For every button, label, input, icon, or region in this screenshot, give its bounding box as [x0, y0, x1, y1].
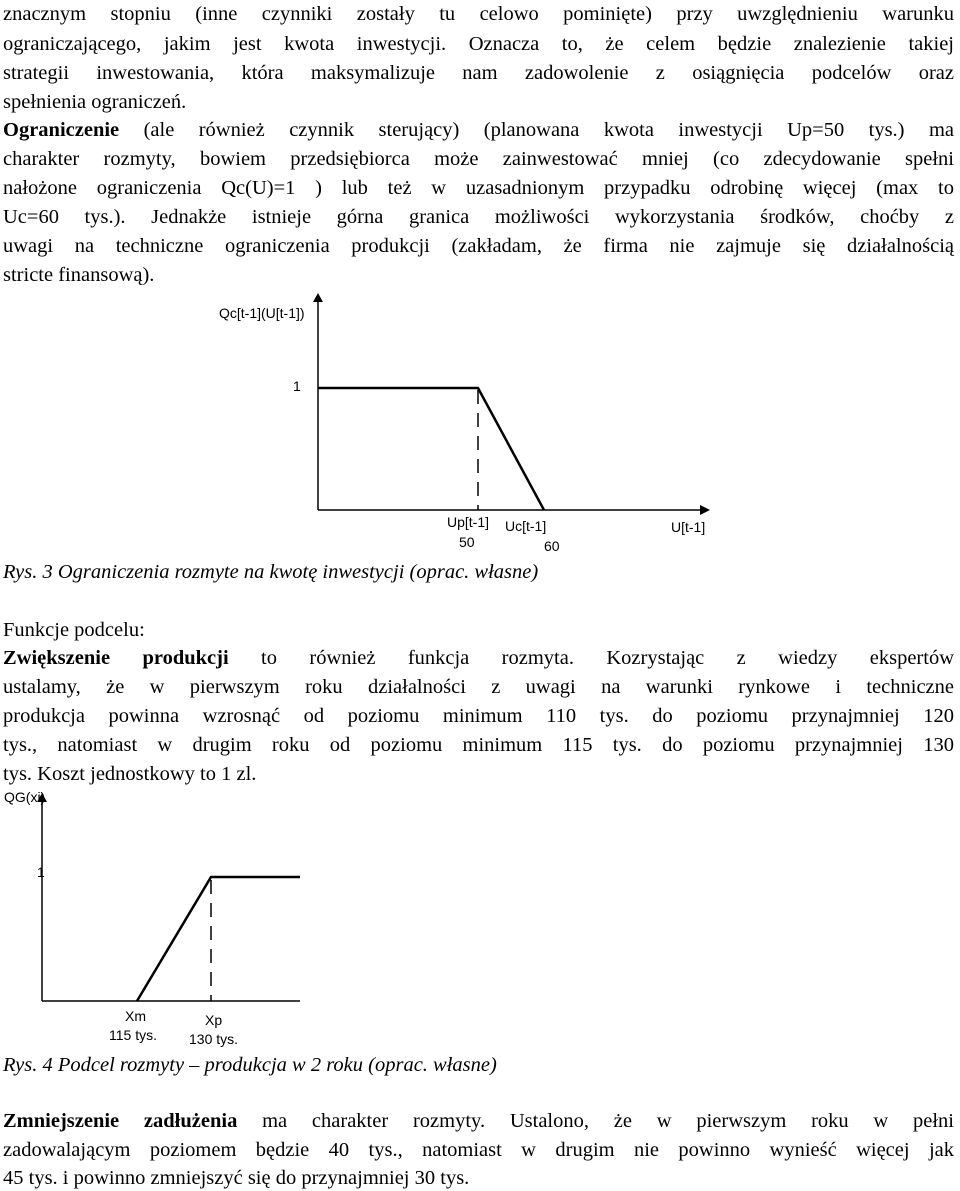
paragraph2-line1-rest: (ale również czynnik sterujący) (planowana kwota inwestycji Up=50 tys.) ma: [119, 119, 954, 141]
figure4-xp-value: 130 tys.: [189, 1031, 239, 1047]
figure4-xp-label: Xp: [205, 1012, 223, 1028]
figure4-y-axis-label: QG(xi): [4, 789, 46, 805]
paragraph1-line4: spełnienia ograniczeń.: [3, 91, 187, 113]
paragraph3-line5: tys. Koszt jednostkowy to 1 zl.: [3, 763, 257, 785]
section-heading: Funkcje podcelu:: [3, 619, 145, 641]
figure3-uc-value: 60: [544, 538, 560, 554]
paragraph2-line3: nałożone ograniczenia Qc(U)=1 ) lub też w uzasadnionym przypadku odrobinę więcej (max to: [3, 177, 954, 199]
figure4-xm-label: Xm: [125, 1008, 146, 1024]
paragraph1-line1: znacznym stopniu (inne czynniki zostały tu celowo pominięte) przy uwzględnieniu warunku: [3, 3, 954, 25]
figure4-caption: [3, 1053, 497, 1077]
paragraph4-line2: zadowalającym poziomem będzie 40 tys., natomiast w drugim nie powinno wynieść więcej jak: [3, 1139, 954, 1161]
figure4-membership-curve: [137, 877, 300, 1001]
figure3-caption-number: Rys. 3: [3, 561, 53, 583]
paragraph1-line2: ograniczającego, jakim jest kwota inwestycji. Oznacza to, że celem będzie znalezienie takiej: [3, 33, 954, 55]
paragraph3-line4: tys., natomiast w drugim roku od poziomu minimum 115 tys. do poziomu przynajmniej 130: [3, 734, 954, 756]
paragraph3-line3: produkcja powinna wzrosnąć od poziomu minimum 110 tys. do poziomu przynajmniej 120: [3, 705, 954, 727]
term-zwiekszenie-produkcji: Zwiększenie produkcji: [3, 647, 229, 669]
figure3-uc-label: Uc[t-1]: [505, 518, 547, 534]
paragraph3-line2: ustalamy, że w pierwszym roku działalności z uwagi na warunki rynkowe i techniczne: [3, 676, 954, 698]
figure3-up-label: Up[t-1]: [447, 514, 490, 530]
paragraph4-line1: [3, 1109, 954, 1133]
paragraph2-line6: stricte finansową).: [3, 264, 155, 286]
figure4-caption-text: Podcel rozmyty – produkcja w 2 roku (oprac. własne): [52, 1054, 497, 1076]
paragraph3-line1-rest: to również funkcja rozmyta. Kozrystając z wiedzy ekspertów: [228, 647, 954, 669]
term-ograniczenie: Ograniczenie: [3, 119, 120, 141]
paragraph4-line3: 45 tys. i powinno zmniejszyć się do przynajmniej 30 tys.: [3, 1167, 470, 1189]
figure4-caption-number: Rys. 4: [3, 1054, 53, 1076]
paragraph4-line1-rest: ma charakter rozmyty. Ustalono, że w pierwszym roku w pełni: [237, 1110, 954, 1132]
paragraph1-line3: strategii inwestowania, która maksymalizuje nam zadowolenie z osiągnięcia podcelów oraz: [3, 62, 954, 84]
paragraph2-line5: uwagi na techniczne ograniczenia produkcji (zakładam, że firma nie zajmuje się działalnością: [3, 235, 954, 257]
term-zmniejszenie-zadluzenia: Zmniejszenie zadłużenia: [3, 1110, 238, 1132]
figure3-caption-text: Ograniczenia rozmyte na kwotę inwestycji (oprac. własne): [52, 561, 539, 583]
figure3-y-tick-1: 1: [293, 378, 301, 394]
figure4-y-tick-1: 1: [37, 864, 45, 880]
figure3-y-axis-label: Qc[t-1](U[t-1]): [219, 305, 305, 321]
figure3-x-axis-label: U[t-1]: [671, 519, 706, 535]
paragraph2-line4: Uc=60 tys.). Jednakże istnieje górna granica możliwości wykorzystania środków, choćby z: [3, 206, 954, 228]
figure3-up-value: 50: [459, 534, 475, 550]
paragraph2-line2: charakter rozmyty, bowiem przedsiębiorca może zainwestować mniej (co zdecydowanie spełni: [3, 148, 954, 170]
figure4-xm-value: 115 tys.: [109, 1027, 157, 1043]
